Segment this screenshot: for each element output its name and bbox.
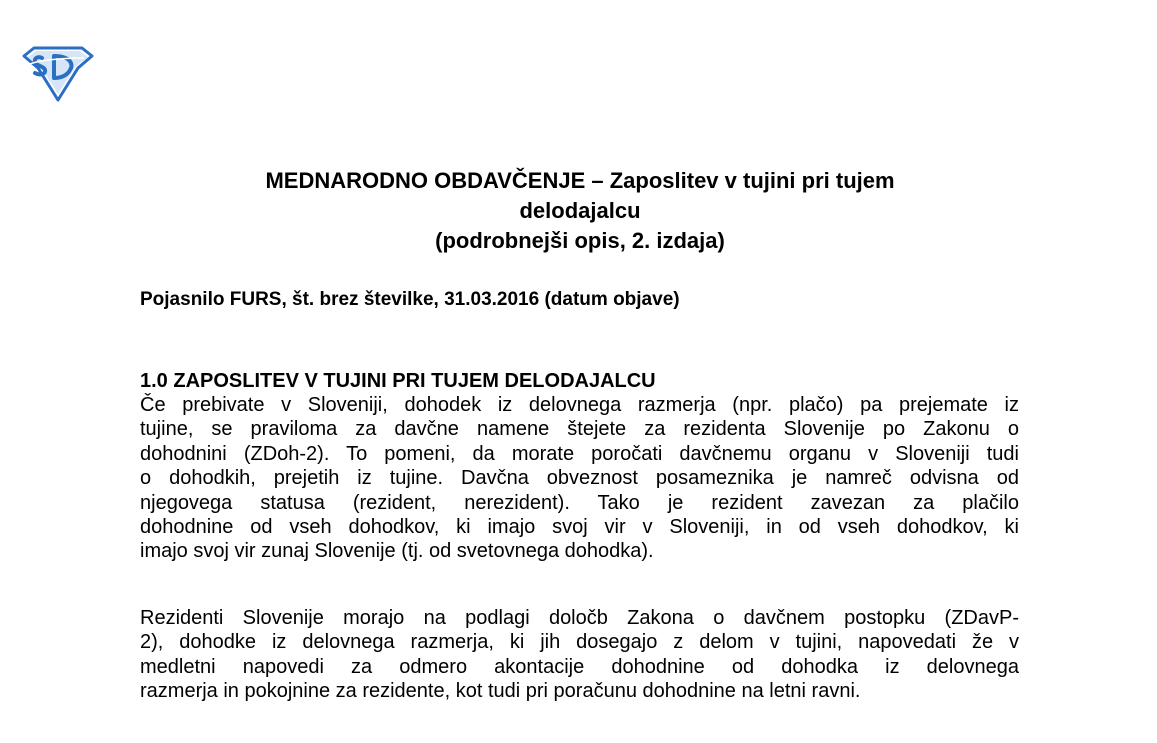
- paragraph-line: dohodnini (ZDoh-2). To pomeni, da morate poročati davčnemu organu v Sloveniji tudi: [140, 442, 1019, 465]
- paragraph: [140, 393, 1019, 564]
- paragraph-line: o dohodkih, prejetih iz tujine. Davčna obveznost posameznika je namreč odvisna od: [140, 467, 1019, 490]
- shield-sd-logo-icon: [20, 44, 96, 104]
- paragraph-line: Če prebivate v Sloveniji, dohodek iz delovnega razmerja (npr. plačo) pa prejemate iz: [140, 394, 1019, 416]
- paragraph-line: imajo svoj vir zunaj Slovenije (tj. od svetovnega dohodka).: [140, 540, 654, 563]
- paragraph: [140, 606, 1019, 704]
- section-heading: 1.0 ZAPOSLITEV V TUJINI PRI TUJEM DELODAJALCU: [140, 370, 656, 392]
- paragraph-line: njegovega statusa (rezident, nerezident). Tako je rezident zavezan za plačilo: [140, 491, 1019, 514]
- document-title-line: delodajalcu: [519, 198, 641, 223]
- document-title: [140, 166, 1020, 256]
- document-subheading: Pojasnilo FURS, št. brez številke, 31.03.2016 (datum objave): [140, 289, 680, 310]
- paragraph-line: tujine, se praviloma za davčne namene štejete za rezidenta Slovenije po Zakonu o: [140, 418, 1019, 441]
- paragraph-line: medletni napovedi za odmero akontacije dohodnine od dohodka iz delovnega: [140, 655, 1019, 678]
- paragraph-line: dohodnine od vseh dohodkov, ki imajo svoj vir v Sloveniji, in od vseh dohodkov, ki: [140, 515, 1019, 538]
- paragraph-line: Rezidenti Slovenije morajo na podlagi določb Zakona o davčnem postopku (ZDavP-: [140, 607, 1019, 629]
- document-title-line: (podrobnejši opis, 2. izdaja): [435, 228, 725, 253]
- paragraph-line: razmerja in pokojnine za rezidente, kot tudi pri poračunu dohodnine na letni ravni.: [140, 680, 861, 703]
- paragraph-line: 2), dohodke iz delovnega razmerja, ki jih dosegajo z delom v tujini, napovedati že v: [140, 631, 1019, 654]
- document-title-line: MEDNARODNO OBDAVČENJE – Zaposlitev v tujini pri tujem: [265, 168, 895, 193]
